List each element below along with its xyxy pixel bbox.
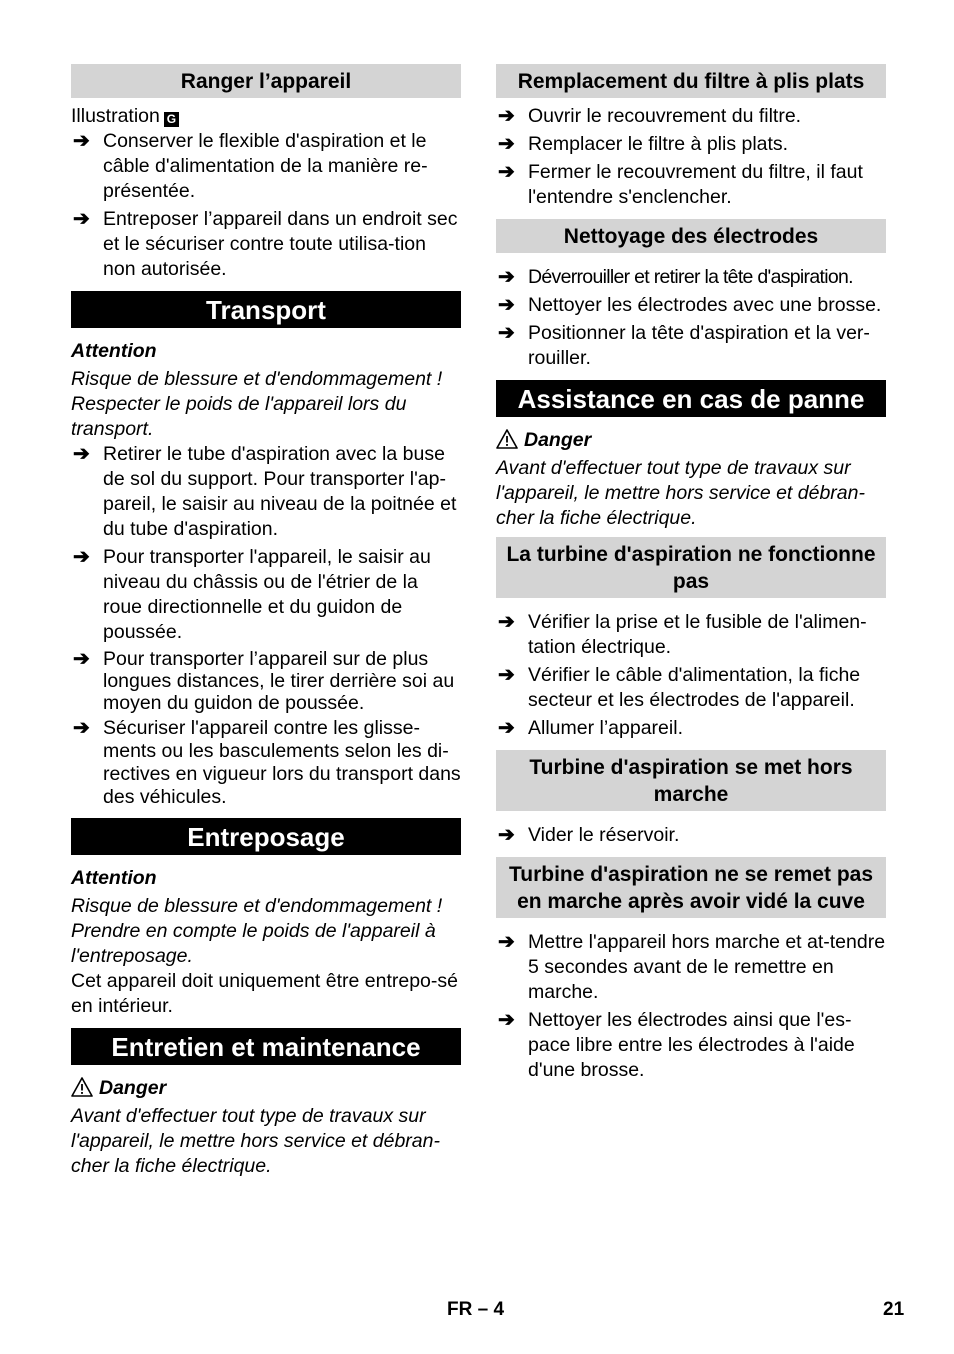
arrow-right-icon: ➔ [498, 664, 515, 686]
arrow-right-icon: ➔ [498, 294, 515, 316]
step-text: Pour transporter l'appareil, le saisir au niveau du châssis ou de l'étrier de la roue directionnelle et du guidon de poussée. [103, 546, 431, 643]
illustration-ref-badge: G [164, 112, 179, 127]
list-item [71, 717, 461, 809]
list-item [496, 321, 886, 371]
entreposage-warning-text: Risque de blessure et d'endommagement ! Prendre en compte le poids de l'appareil à l'entreposage. [71, 895, 443, 967]
arrow-right-icon: ➔ [498, 611, 515, 633]
arrow-right-icon: ➔ [498, 266, 515, 288]
entreposage-heading: Entreposage [71, 818, 461, 855]
list-item [71, 648, 461, 714]
step-text: Vérifier le câble d'alimentation, la fiche secteur et les électrodes de l'appareil. [528, 664, 861, 711]
transport-heading: Transport [71, 291, 461, 328]
step-text: Remplacer le filtre à plis plats. [528, 133, 789, 155]
arrow-right-icon: ➔ [73, 546, 90, 568]
list-item [496, 265, 886, 290]
filtre-steps [496, 104, 886, 210]
footer-language-page: FR – 4 [447, 1299, 505, 1320]
turbine2-heading: Turbine d'aspiration se met hors marche [496, 750, 886, 811]
arrow-right-icon: ➔ [73, 717, 90, 739]
step-text: Positionner la tête d'aspiration et la ver-rouiller. [528, 322, 870, 369]
ranger-steps [71, 129, 461, 282]
list-item [71, 545, 461, 645]
turbine3-steps [496, 930, 886, 1083]
step-text: Vérifier la prise et le fusible de l'alimen-tation électrique. [528, 611, 867, 658]
list-item [496, 293, 886, 318]
step-text: Retirer le tube d'aspiration avec la buse de sol du support. Pour transporter l'ap-pareil, le saisir au niveau de la poitnée et du tube d'aspiration. [103, 443, 457, 540]
assistance-danger-label: Danger [524, 429, 592, 451]
step-text: Vider le réservoir. [528, 824, 680, 846]
illustration-line [71, 104, 461, 129]
arrow-right-icon: ➔ [498, 161, 515, 183]
turbine1-heading: La turbine d'aspiration ne fonctionne pas [496, 537, 886, 598]
arrow-right-icon: ➔ [73, 648, 90, 670]
entretien-warning-text: Avant d'effectuer tout type de travaux sur l'appareil, le mettre hors service et débran-cher la fiche électrique. [71, 1105, 440, 1177]
illustration-label: Illustration [71, 105, 160, 127]
arrow-right-icon: ➔ [498, 931, 515, 953]
step-text: Déverrouiller et retirer la tête d'aspiration. [528, 266, 853, 288]
list-item [71, 129, 461, 204]
list-item [496, 716, 886, 741]
step-text: Allumer l’appareil. [528, 717, 683, 739]
turbine1-steps [496, 610, 886, 741]
step-text: Mettre l'appareil hors marche et at-tendre 5 secondes avant de le remettre en marche. [528, 931, 886, 1003]
arrow-right-icon: ➔ [498, 824, 515, 846]
transport-steps [71, 442, 461, 809]
step-text: Nettoyer les électrodes ainsi que l'es-pace libre entre les électrodes à l'aide d'une brosse. [528, 1009, 855, 1081]
entreposage-note: Cet appareil doit uniquement être entrepo-sé en intérieur. [71, 970, 458, 1017]
assistance-warning-text: Avant d'effectuer tout type de travaux sur l'appareil, le mettre hors service et débran-cher la fiche électrique. [496, 457, 865, 529]
assistance-heading: Assistance en cas de panne [496, 380, 886, 417]
electrodes-heading: Nettoyage des électrodes [496, 219, 886, 253]
step-text: Entreposer l’appareil dans un endroit sec et le sécuriser contre toute utilisa-tion non autorisée. [103, 208, 458, 280]
electrodes-steps [496, 265, 886, 371]
left-column [71, 64, 461, 1179]
entreposage-attention-label: Attention [71, 867, 157, 889]
list-item [496, 663, 886, 713]
arrow-right-icon: ➔ [73, 443, 90, 465]
list-item [496, 610, 886, 660]
step-text: Pour transporter l’appareil sur de plus longues distances, le tirer derrière soi au moyen du guidon de poussée. [103, 648, 455, 714]
arrow-right-icon: ➔ [498, 717, 515, 739]
list-item [496, 930, 886, 1005]
list-item [496, 160, 886, 210]
arrow-right-icon: ➔ [498, 1009, 515, 1031]
entretien-heading: Entretien et maintenance [71, 1028, 461, 1065]
ranger-heading: Ranger l’appareil [71, 64, 461, 98]
warning-triangle-icon [496, 429, 518, 449]
arrow-right-icon: ➔ [73, 208, 90, 230]
list-item [496, 104, 886, 129]
arrow-right-icon: ➔ [498, 322, 515, 344]
list-item [496, 823, 886, 848]
arrow-right-icon: ➔ [498, 133, 515, 155]
warning-triangle-icon [71, 1077, 93, 1097]
assistance-danger-line [496, 428, 886, 453]
entretien-danger-label: Danger [99, 1077, 167, 1099]
list-item [496, 132, 886, 157]
entretien-danger-line [71, 1076, 461, 1101]
step-text: Ouvrir le recouvrement du filtre. [528, 105, 802, 127]
arrow-right-icon: ➔ [498, 105, 515, 127]
turbine2-steps [496, 823, 886, 848]
step-text: Sécuriser l'appareil contre les glisse-ments ou les basculements selon les di-rectives en vigueur lors du transport dans des véhicules. [103, 717, 461, 808]
list-item [496, 1008, 886, 1083]
right-column [496, 64, 886, 1086]
transport-attention-label: Attention [71, 340, 157, 362]
step-text: Conserver le flexible d'aspiration et le câble d'alimentation de la manière re-présentée. [103, 130, 428, 202]
step-text: Fermer le recouvrement du filtre, il faut l'entendre s'enclencher. [528, 161, 863, 208]
transport-warning-text: Risque de blessure et d'endommagement ! Respecter le poids de l'appareil lors du transport. [71, 368, 443, 440]
step-text: Nettoyer les électrodes avec une brosse. [528, 294, 882, 316]
footer-page-number: 21 [883, 1299, 905, 1320]
turbine3-heading: Turbine d'aspiration ne se remet pas en marche après avoir vidé la cuve [496, 857, 886, 918]
list-item [71, 207, 461, 282]
arrow-right-icon: ➔ [73, 130, 90, 152]
filtre-heading: Remplacement du filtre à plis plats [496, 64, 886, 98]
list-item [71, 442, 461, 542]
